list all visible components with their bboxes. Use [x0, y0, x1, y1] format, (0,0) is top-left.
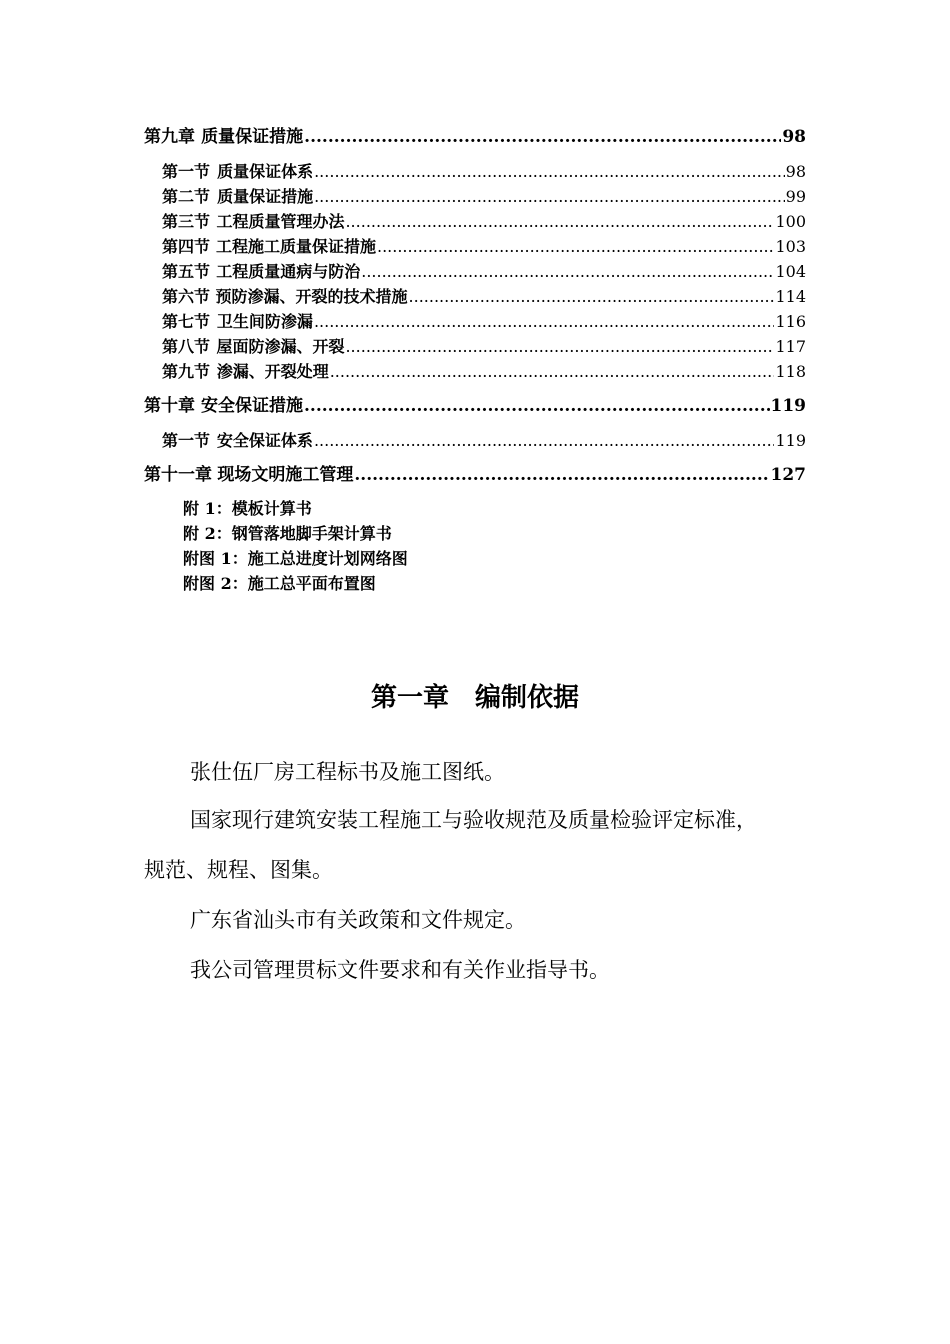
- toc-page-number: 117: [775, 337, 806, 356]
- toc-section-label: 第一节: [162, 162, 211, 181]
- toc-section-title: 安全保证体系: [216, 431, 313, 450]
- toc-section[interactable]: [162, 362, 806, 382]
- chapter-heading: 第一章 编制依据: [370, 683, 579, 713]
- toc-section[interactable]: [162, 287, 806, 307]
- toc-section-label: 第七节: [162, 312, 211, 331]
- toc-section-title: 工程质量通病与防治: [216, 262, 361, 281]
- toc-section-title: 渗漏、开裂处理: [216, 362, 329, 381]
- toc-section-title: 质量保证体系: [217, 162, 314, 181]
- toc-appendix[interactable]: 附图 2：施工总平面布置图: [183, 574, 376, 593]
- toc-page-number: 103: [775, 237, 806, 256]
- toc-chapter-label: 第九章: [144, 127, 195, 147]
- toc-page-number: 99: [785, 187, 806, 206]
- toc-dot-leader: [314, 312, 775, 332]
- body-paragraph-continued: 规范、规程、图集。: [144, 858, 333, 882]
- toc-chapter-label: 第十一章: [144, 465, 212, 485]
- toc-section-label: 第九节: [162, 362, 211, 381]
- body-paragraph: 广东省汕头市有关政策和文件规定。: [190, 908, 526, 932]
- toc-section-title: 工程施工质量保证措施: [215, 237, 376, 256]
- toc-section-title: 预防渗漏、开裂的技术措施: [215, 287, 408, 306]
- toc-section-label: 第三节: [162, 212, 211, 231]
- toc-dot-leader: [345, 337, 774, 357]
- toc-section[interactable]: [162, 431, 806, 451]
- toc-chapter-title: 质量保证措施: [201, 127, 304, 147]
- toc-section-title: 卫生间防渗漏: [216, 312, 313, 331]
- toc-section-title: 质量保证措施: [217, 187, 314, 206]
- toc-section[interactable]: [162, 212, 806, 232]
- toc-appendix[interactable]: 附图 1：施工总进度计划网络图: [183, 549, 408, 568]
- toc-chapter-11[interactable]: [144, 465, 806, 485]
- toc-appendix[interactable]: 附 2：钢管落地脚手架计算书: [183, 524, 392, 543]
- toc-section[interactable]: [162, 262, 806, 282]
- toc-dot-leader: [304, 127, 781, 147]
- toc-page-number: 116: [775, 312, 806, 331]
- toc-appendix[interactable]: 附 1：模板计算书: [183, 499, 312, 518]
- toc-section-title: 工程质量管理办法: [216, 212, 345, 231]
- toc-dot-leader: [409, 287, 775, 307]
- toc-section[interactable]: [162, 237, 806, 257]
- toc-section-label: 第六节: [162, 287, 211, 306]
- toc-section[interactable]: [162, 187, 806, 207]
- toc-dot-leader: [314, 431, 775, 451]
- toc-page-number: 100: [775, 212, 806, 231]
- body-paragraph: 我公司管理贯标文件要求和有关作业指导书。: [190, 958, 610, 982]
- toc-dot-leader: [377, 237, 774, 257]
- toc-dot-leader: [345, 212, 774, 232]
- toc-chapter-10[interactable]: [144, 396, 806, 416]
- toc-dot-leader: [314, 162, 785, 182]
- toc-section-title: 屋面防渗漏、开裂: [216, 337, 345, 356]
- toc-dot-leader: [314, 187, 785, 207]
- toc-dot-leader: [361, 262, 774, 282]
- toc-page-number: 119: [775, 431, 806, 450]
- toc-page-number: 118: [775, 362, 806, 381]
- toc-page-number: 114: [775, 287, 806, 306]
- toc-section-label: 第八节: [162, 337, 211, 356]
- toc-page-number: 127: [770, 465, 806, 485]
- toc-section[interactable]: [162, 337, 806, 357]
- toc-chapter-9[interactable]: [144, 127, 806, 147]
- toc-dot-leader: [330, 362, 775, 382]
- body-paragraph: 张仕伍厂房工程标书及施工图纸。: [190, 760, 505, 784]
- toc-page-number: 104: [775, 262, 806, 281]
- toc-section-label: 第四节: [162, 237, 211, 256]
- toc-section-label: 第一节: [162, 431, 211, 450]
- body-paragraph: 国家现行建筑安装工程施工与验收规范及质量检验评定标准，: [190, 808, 757, 832]
- toc-section-label: 第二节: [162, 187, 211, 206]
- toc-section[interactable]: [162, 312, 806, 332]
- toc-section[interactable]: [162, 162, 806, 182]
- toc-section-label: 第五节: [162, 262, 211, 281]
- toc-dot-leader: [354, 465, 769, 485]
- toc-page-number: 98: [782, 127, 806, 147]
- toc-chapter-title: 现场文明施工管理: [217, 465, 354, 485]
- toc-dot-leader: [304, 396, 770, 416]
- toc-chapter-title: 安全保证措施: [201, 396, 303, 416]
- toc-page-number: 119: [770, 396, 806, 416]
- toc-chapter-label: 第十章: [144, 396, 195, 416]
- toc-page-number: 98: [785, 162, 806, 181]
